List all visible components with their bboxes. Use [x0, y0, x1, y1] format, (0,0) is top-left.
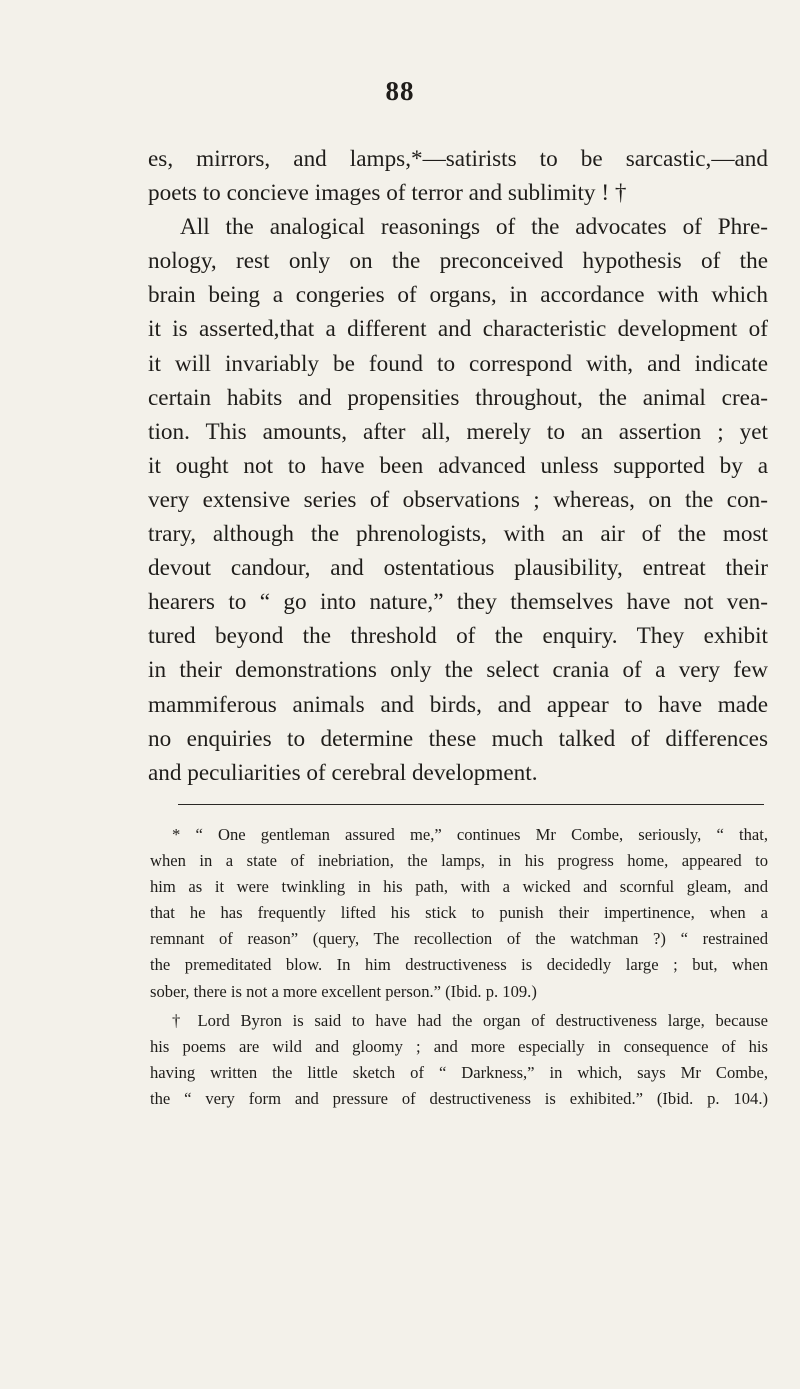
- text-line: it is asserted,that a different and characteristic development of: [148, 316, 768, 343]
- footnote-divider: [178, 804, 764, 805]
- footnote-line: * “ One gentleman assured me,” continues Mr Combe, seriously, “ that,: [172, 825, 768, 844]
- text-line: it ought not to have been advanced unless supported by a: [148, 452, 768, 479]
- main-text-block: [148, 142, 768, 790]
- text-line: All the analogical reasonings of the advocates of Phre-: [180, 214, 768, 241]
- text-line: certain habits and propensities throughout, the animal crea-: [148, 384, 768, 411]
- footnote-line: the premeditated blow. In him destructiveness is decidedly large ; but, when: [150, 955, 768, 975]
- text-line: hearers to “ go into nature,” they themselves have not ven-: [148, 589, 768, 616]
- footnote-line: sober, there is not a more excellent person.” (Ibid. p. 109.): [150, 981, 537, 1001]
- footnote-line: when in a state of inebriation, the lamps, in his progress home, appeared to: [150, 851, 768, 871]
- text-line: very extensive series of observations ; whereas, on the con-: [148, 486, 768, 513]
- text-line: it will invariably be found to correspond with, and indicate: [148, 350, 768, 377]
- footnote-line: that he has frequently lifted his stick to punish their impertinence, when a: [150, 903, 768, 923]
- text-line: poets to concieve images of terror and sublimity ! †: [148, 180, 627, 207]
- footnotes-block: [150, 822, 768, 1112]
- footnote-line: his poems are wild and gloomy ; and more especially in consequence of his: [150, 1036, 768, 1056]
- page-number: 88: [385, 76, 415, 106]
- text-line: mammiferous animals and birds, and appear to have made: [148, 691, 768, 718]
- text-line: brain being a congeries of organs, in accordance with which: [148, 282, 768, 309]
- footnote-line: the “ very form and pressure of destructiveness is exhibited.” (Ibid. p. 104.): [150, 1088, 768, 1108]
- text-line: no enquiries to determine these much talked of differences: [148, 725, 768, 752]
- text-line: tion. This amounts, after all, merely to an assertion ; yet: [148, 418, 768, 445]
- text-line: and peculiarities of cerebral development.: [148, 759, 538, 786]
- text-line: nology, rest only on the preconceived hypothesis of the: [148, 248, 768, 275]
- footnote-line: remnant of reason” (query, The recollection of the watchman ?) “ restrained: [150, 929, 768, 949]
- text-line: es, mirrors, and lamps,*—satirists to be sarcastic,—and: [148, 146, 768, 172]
- text-line: trary, although the phrenologists, with an air of the most: [148, 521, 768, 548]
- footnote-line: † Lord Byron is said to have had the organ of destructiveness large, because: [172, 1010, 768, 1030]
- text-line: tured beyond the threshold of the enquiry. They exhibit: [148, 623, 768, 650]
- text-line: in their demonstrations only the select crania of a very few: [148, 657, 768, 684]
- footnote-line: him as it were twinkling in his path, with a wicked and scornful gleam, and: [150, 877, 768, 897]
- text-line: devout candour, and ostentatious plausibility, entreat their: [148, 555, 768, 582]
- footnote-line: having written the little sketch of “ Darkness,” in which, says Mr Combe,: [150, 1062, 768, 1082]
